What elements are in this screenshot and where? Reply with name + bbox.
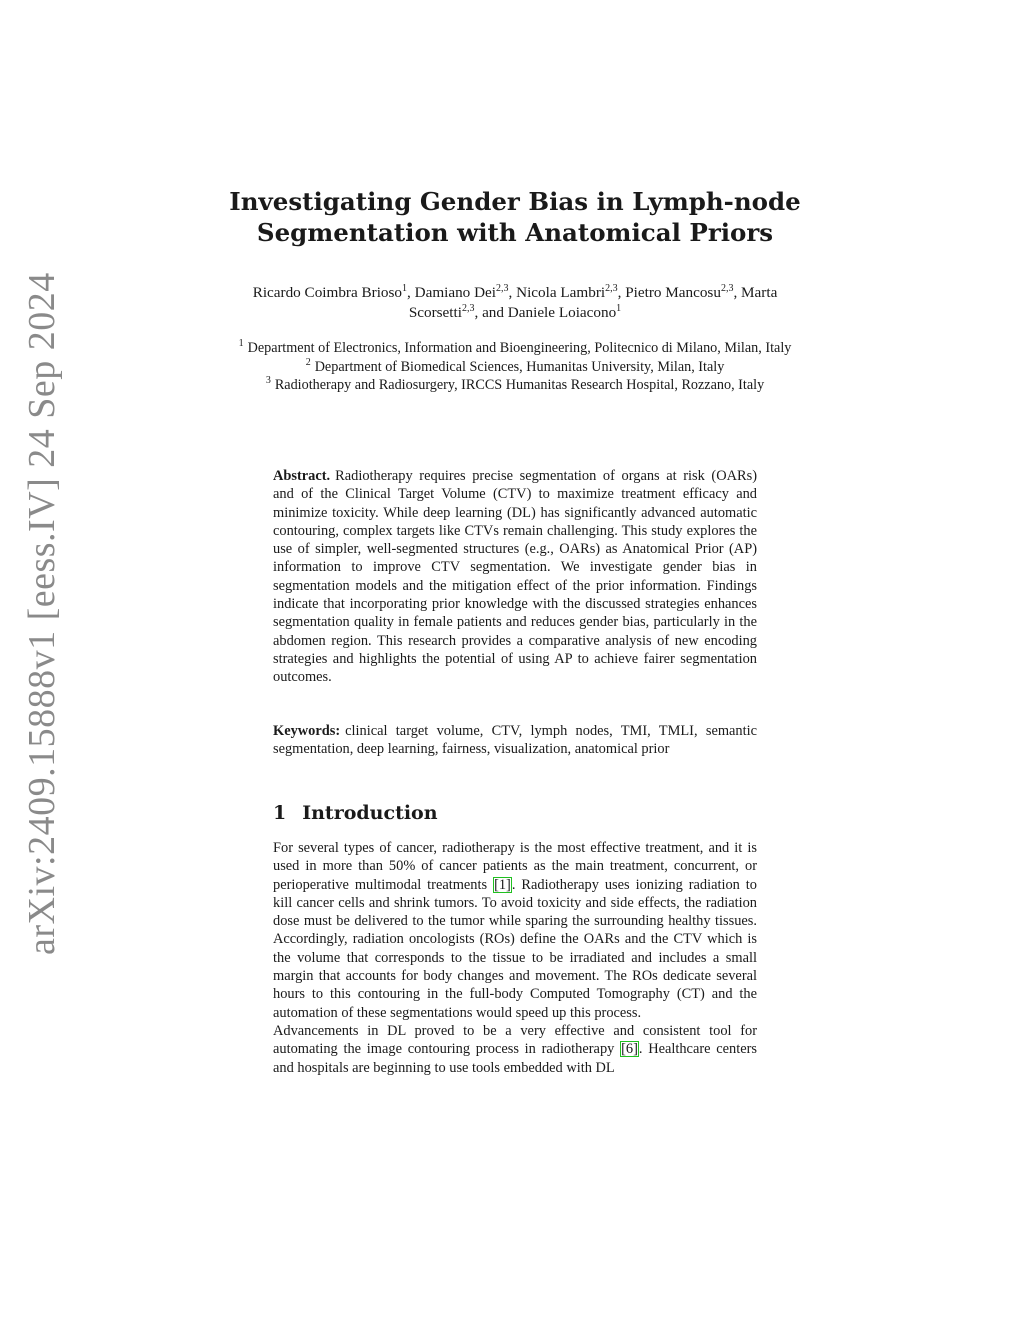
author-list <box>230 283 800 323</box>
author-name: Damiano Dei <box>414 284 497 301</box>
keywords-text: clinical target volume, CTV, lymph nodes, TMI, TMLI, semantic segmentation, deep learning, fairness, visualization, anatomical prior <box>273 723 757 758</box>
abstract-text: Radiotherapy requires precise segmentation of organs at risk (OARs) and of the Clinical Target Volume (CTV) to maximize treatment efficacy and minimize toxicity. While deep learning (DL) has significantly advanced automatic contouring, complex targets like CTVs remain challenging. This study explores the use of simpler, well-segmented structures (e.g., OARs) as Anatomical Prior (AP) information to improve CTV segmentation. We investigate gender bias in segmentation models and the mitigation effect of the prior information. Findings indicate that incorporating prior knowledge with the discussed strategies enhances segmentation quality in female patients and reduces gender bias, particularly in the abdomen region. This research provides a comparative analysis of new encoding strategies and highlights the potential of using AP to achieve fairer segmentation outcomes. <box>273 468 757 686</box>
author-name: Ricardo Coimbra Brioso <box>252 284 403 301</box>
paragraph-text: . Radiotherapy uses ionizing radiation to kill cancer cells and shrink tumors. To avoid toxicity and side effects, the radiation dose must be delivered to the tumor while sparing the surrounding healthy tissues. Accordingly, radiation oncologists (ROs) define the OARs and the CTV which is the volume that corresponds to the tissue to be irradiated and includes a small margin that accounts for body changes and movement. The ROs dedicate several hours to this contouring in the full-body Computed Tomography (CT) and the automation of these segmentations would speed up this process. <box>273 876 757 1021</box>
paragraph-text: For several types of cancer, radiotherapy is the most effective treatment, and it is used in more than 50% of cancer patients as the main treatment, concurrent, or perioperative multimodal treatments <box>273 840 757 893</box>
abstract <box>273 467 757 687</box>
paragraph-text: . Healthcare centers and hospitals are beginning to use tools embedded with DL <box>273 1041 757 1076</box>
paragraph <box>273 1022 757 1077</box>
affiliation <box>220 339 810 358</box>
affiliation-number: 3 <box>265 375 271 387</box>
affiliation-text: Radiotherapy and Radiosurgery, IRCCS Humanitas Research Hospital, Rozzano, Italy <box>274 377 765 393</box>
author-affiliation-mark: 2,3 <box>605 282 618 294</box>
keywords <box>273 722 757 759</box>
author-affiliation-mark: 2,3 <box>496 282 509 294</box>
author-separator: , and <box>474 304 508 321</box>
introduction-body <box>273 839 757 1077</box>
affiliation-text: Department of Electronics, Information and Bioengineering, Politecnico di Milano, Milan, Italy <box>247 340 792 356</box>
citation-link[interactable]: [1] <box>494 876 511 893</box>
section-heading <box>273 802 438 824</box>
author-separator: , <box>508 284 517 301</box>
section-number: 1 <box>273 802 287 824</box>
author-affiliation-mark: 2,3 <box>720 282 734 294</box>
author-name: Marta Scorsetti <box>408 284 778 321</box>
title-line-1: Investigating Gender Bias in Lymph-node <box>229 187 801 216</box>
affiliation-number: 2 <box>305 356 311 368</box>
affiliation-list <box>220 339 810 395</box>
affiliation-text: Department of Biomedical Sciences, Humanitas University, Milan, Italy <box>314 358 725 375</box>
affiliation <box>220 376 810 395</box>
author-affiliation-mark: 1 <box>616 302 622 314</box>
abstract-label: Abstract. <box>273 468 331 484</box>
affiliation <box>220 358 810 377</box>
author-affiliation-mark: 1 <box>402 282 408 294</box>
title-line-2: Segmentation with Anatomical Priors <box>256 218 774 247</box>
author-separator: , <box>407 284 415 301</box>
paper-title <box>200 186 830 248</box>
author-affiliation-mark: 2,3 <box>461 302 475 314</box>
paragraph <box>273 839 757 1022</box>
author-name: Daniele Loiacono <box>507 304 617 321</box>
affiliation-number: 1 <box>238 338 244 350</box>
author-name: Pietro Mancosu <box>625 284 721 301</box>
author-separator: , <box>733 284 742 301</box>
citation-link[interactable]: [6] <box>621 1041 638 1058</box>
keywords-label: Keywords: <box>273 723 341 739</box>
section-title: Introduction <box>302 802 438 824</box>
author-separator: , <box>617 284 626 301</box>
paragraph-text: Advancements in DL proved to be a very effective and consistent tool for automating the image contouring process in radiotherapy <box>273 1022 757 1058</box>
arxiv-identifier: arXiv:2409.15888v1 [eess.IV] 24 Sep 2024 <box>21 272 63 955</box>
author-name: Nicola Lambri <box>516 284 606 301</box>
